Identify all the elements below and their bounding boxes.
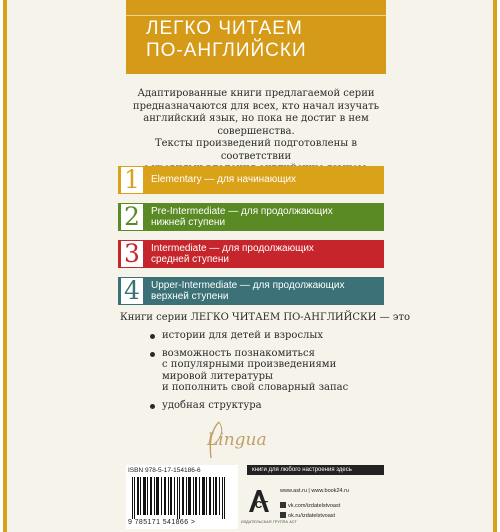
barcode-image xyxy=(128,477,234,519)
feature-item xyxy=(150,330,390,342)
level-label-line: Upper-Intermediate — для продолжающих xyxy=(151,280,345,291)
publisher-name-caption: ИЗДАТЕЛЬСКАЯ ГРУППА АСТ xyxy=(241,520,297,524)
isbn-number: ISBN 978-5-17-154186-6 xyxy=(128,467,201,474)
svg-text:СТ: СТ xyxy=(255,500,269,511)
level-bar-intermediate xyxy=(118,240,384,268)
level-label xyxy=(151,280,344,302)
feature-list xyxy=(150,330,390,417)
intro-line: английский язык, но пока не достиг в нем xyxy=(143,113,369,124)
feature-line: истории для детей и взрослых xyxy=(162,330,323,341)
intro-line: предназначаются для всех, кто начал изучать xyxy=(132,100,380,112)
level-label xyxy=(151,206,333,228)
level-label-line: Pre-Intermediate — для продолжающих xyxy=(151,206,333,217)
barcode-digits: 9 785171 541866 > xyxy=(128,519,196,526)
ok-icon xyxy=(280,512,286,518)
level-label-line: средней ступени xyxy=(151,254,229,265)
level-bar-pre-intermediate xyxy=(118,203,384,231)
level-label-line: верхней ступени xyxy=(151,291,229,302)
intro-line: совершенства. xyxy=(217,125,295,137)
publisher-website-link[interactable]: www.ast.ru | www.book24.ru xyxy=(280,488,349,494)
ok-link[interactable] xyxy=(280,512,335,519)
level-number: 3 xyxy=(121,241,143,267)
level-label xyxy=(151,243,314,265)
level-label-line: нижней ступени xyxy=(151,217,226,228)
intro-line: Адаптированные книги предлагаемой серии xyxy=(137,88,375,99)
feature-line: удобная структура xyxy=(162,399,262,411)
series-title-banner xyxy=(126,0,386,74)
intro-paragraph-1 xyxy=(128,88,384,138)
feature-item xyxy=(150,400,390,412)
vk-icon xyxy=(280,502,286,508)
series-title-line-1: ЛЕГКО ЧИТАЕМ xyxy=(146,18,303,39)
ok-link-text: ok.ru/izdatelstvoast xyxy=(288,513,336,519)
level-bar-upper-intermediate xyxy=(118,277,384,305)
feature-line: и пополнить свой словарный запас xyxy=(162,382,349,393)
vk-link-text: vk.com/izdatelstvoast xyxy=(288,503,341,509)
level-number: 1 xyxy=(121,167,143,193)
feature-item xyxy=(150,348,390,394)
feature-line: возможность познакомиться xyxy=(162,347,315,359)
feature-line: мировой литературы xyxy=(162,370,273,382)
lingua-logo xyxy=(205,420,285,460)
publisher-slogan: книги для любого настроения здесь xyxy=(247,465,384,475)
banner-rule xyxy=(126,15,386,16)
level-number: 4 xyxy=(121,278,143,304)
series-title-line-2: ПО-АНГЛИЙСКИ xyxy=(146,40,307,61)
level-label-line: Intermediate — для продолжающих xyxy=(151,243,314,254)
series-description-line: Книги серии ЛЕГКО ЧИТАЕМ ПО-АНГЛИЙСКИ — это xyxy=(120,312,410,323)
intro-line: Тексты произведений подготовлены в соответствии xyxy=(154,138,358,162)
lingua-logo-text: Lingua xyxy=(207,430,267,450)
vk-link[interactable] xyxy=(280,502,340,509)
ast-publisher-logo xyxy=(247,484,273,520)
feature-line: с популярными произведениями xyxy=(162,359,337,370)
level-bar-elementary xyxy=(118,166,384,194)
level-number: 2 xyxy=(121,204,143,230)
level-label: Elementary — для начинающих xyxy=(151,174,297,185)
